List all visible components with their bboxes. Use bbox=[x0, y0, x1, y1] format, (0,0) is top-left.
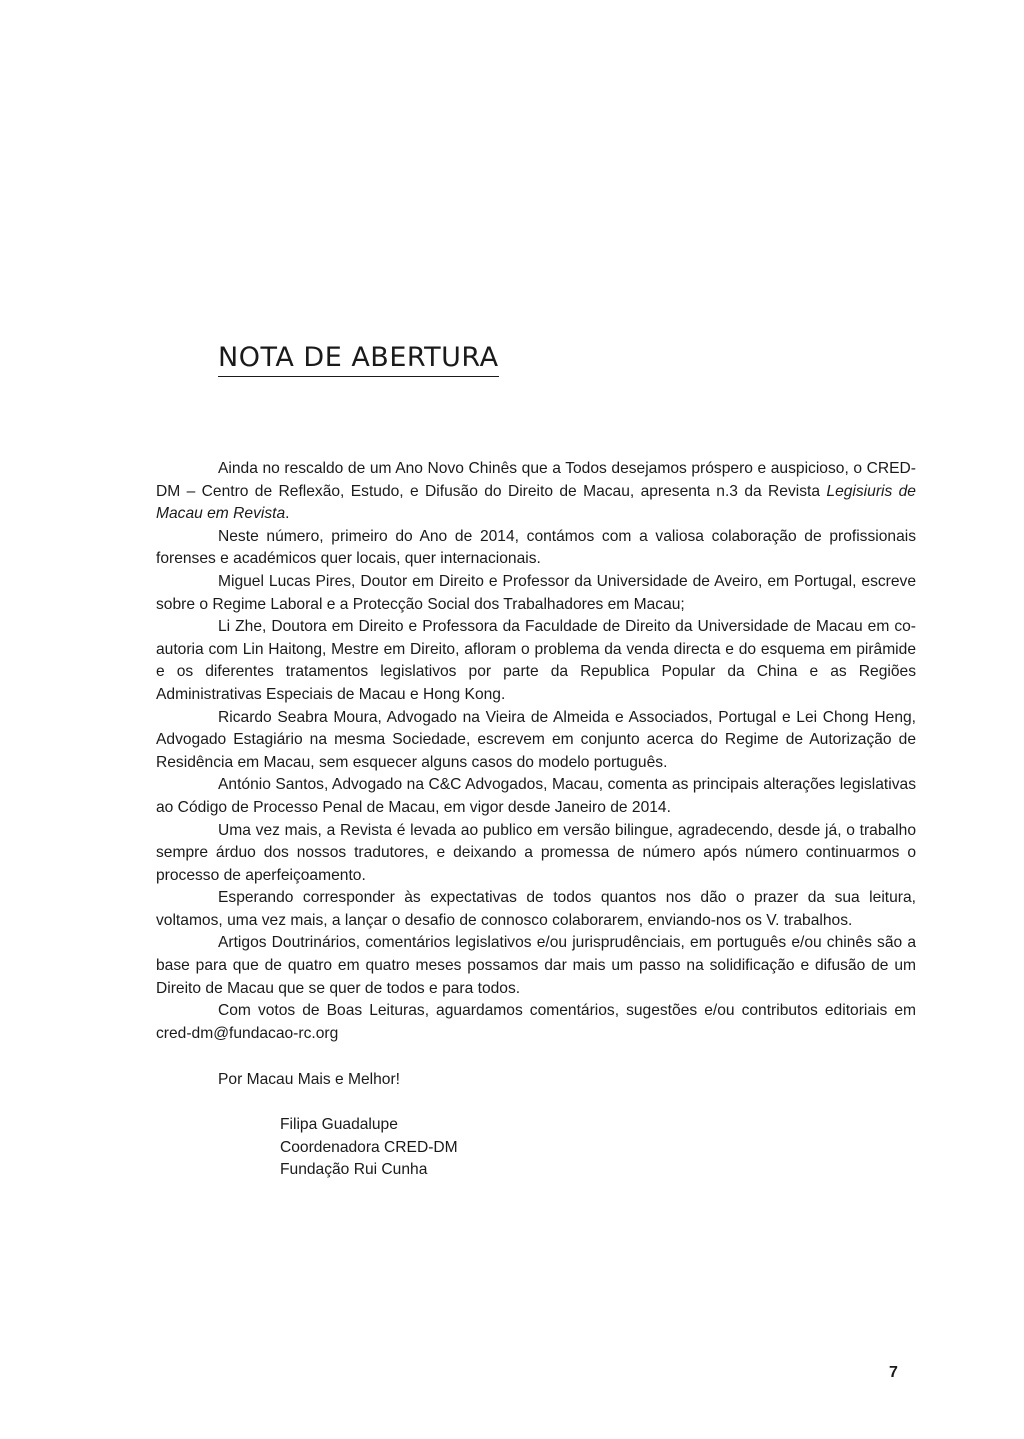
paragraph-1-text: Ainda no rescaldo de um Ano Novo Chinês que a Todos desejamos próspero e auspicioso, o CRED-DM – Centro de Reflexão, Estudo, e Difusão do Direito de Macau, apresenta n.3 da Revista bbox=[156, 460, 916, 500]
paragraph-2: Neste número, primeiro do Ano de 2014, contámos com a valiosa colaboração de profissionais forenses e académicos quer locais, quer internacionais. bbox=[156, 527, 916, 568]
closing-line: Por Macau Mais e Melhor! bbox=[218, 1071, 400, 1088]
journal-title: Legisiuris de Macau em Revista bbox=[156, 482, 916, 523]
paragraph-8: Esperando corresponder às expectativas de todos quantos nos dão o prazer da sua leitura, voltamos, uma vez mais, a lançar o desafio de connosco colaborarem, enviando-nos os V. trabalhos. bbox=[156, 889, 916, 929]
signatory-role: Coordenadora CRED-DM bbox=[280, 1138, 458, 1156]
paragraph-7: Uma vez mais, a Revista é levada ao publico em versão bilingue, agradecendo, desde já, o trabalho sempre árduo dos nossos tradutores, e deixando a promessa de número após número continuarmos o processo de aperfeiçoamento. bbox=[156, 821, 916, 884]
paragraph-10: Com votos de Boas Leituras, aguardamos comentários, sugestões e/ou contributos editoriais em cred-dm@fundacao-rc.org bbox=[156, 1002, 916, 1042]
paragraph-4: Li Zhe, Doutora em Direito e Professora da Faculdade de Direito da Universidade de Macau em co-autoria com Lin Haitong, Mestre em Direito, afloram o problema da venda directa e do esquema em pirâmide e os diferentes tratamentos legislativos por parte da Republica Popular da China e as Regiões Administrativas Especiais de Macau e Hong Kong. bbox=[156, 618, 916, 703]
paragraph-1 bbox=[156, 458, 916, 526]
paragraph-5: Ricardo Seabra Moura, Advogado na Vieira de Almeida e Associados, Portugal e Lei Chong Heng, Advogado Estagiário na mesma Sociedade, escrevem em conjunto acerca do Regime de Autorização de Residência em Macau, sem esquecer alguns casos do modelo português. bbox=[156, 708, 916, 771]
paragraph-1-end: . bbox=[285, 505, 290, 523]
body-text bbox=[156, 458, 916, 1045]
paragraph-9: Artigos Doutrinários, comentários legislativos e/ou jurisprudênciais, em português e/ou chinês são a base para que de quatro em quatro meses possamos dar mais um passo na solidificação e difusão de um Direito de Macau que se quer de todos e para todos. bbox=[156, 934, 916, 997]
paragraph-3: Miguel Lucas Pires, Doutor em Direito e Professor da Universidade de Aveiro, em Portugal, escreve sobre o Regime Laboral e a Protecção Social dos Trabalhadores em Macau; bbox=[156, 572, 916, 613]
signatory-name: Filipa Guadalupe bbox=[280, 1116, 398, 1133]
page-number: 7 bbox=[889, 1364, 898, 1381]
signature-block bbox=[280, 1114, 458, 1182]
page-title: NOTA DE ABERTURA bbox=[218, 340, 499, 377]
paragraph-6: António Santos, Advogado na C&C Advogados, Macau, comenta as principais alterações legislativas ao Código de Processo Penal de Macau, em vigor desde Janeiro de 2014. bbox=[156, 776, 916, 816]
signatory-organization: Fundação Rui Cunha bbox=[280, 1161, 428, 1179]
